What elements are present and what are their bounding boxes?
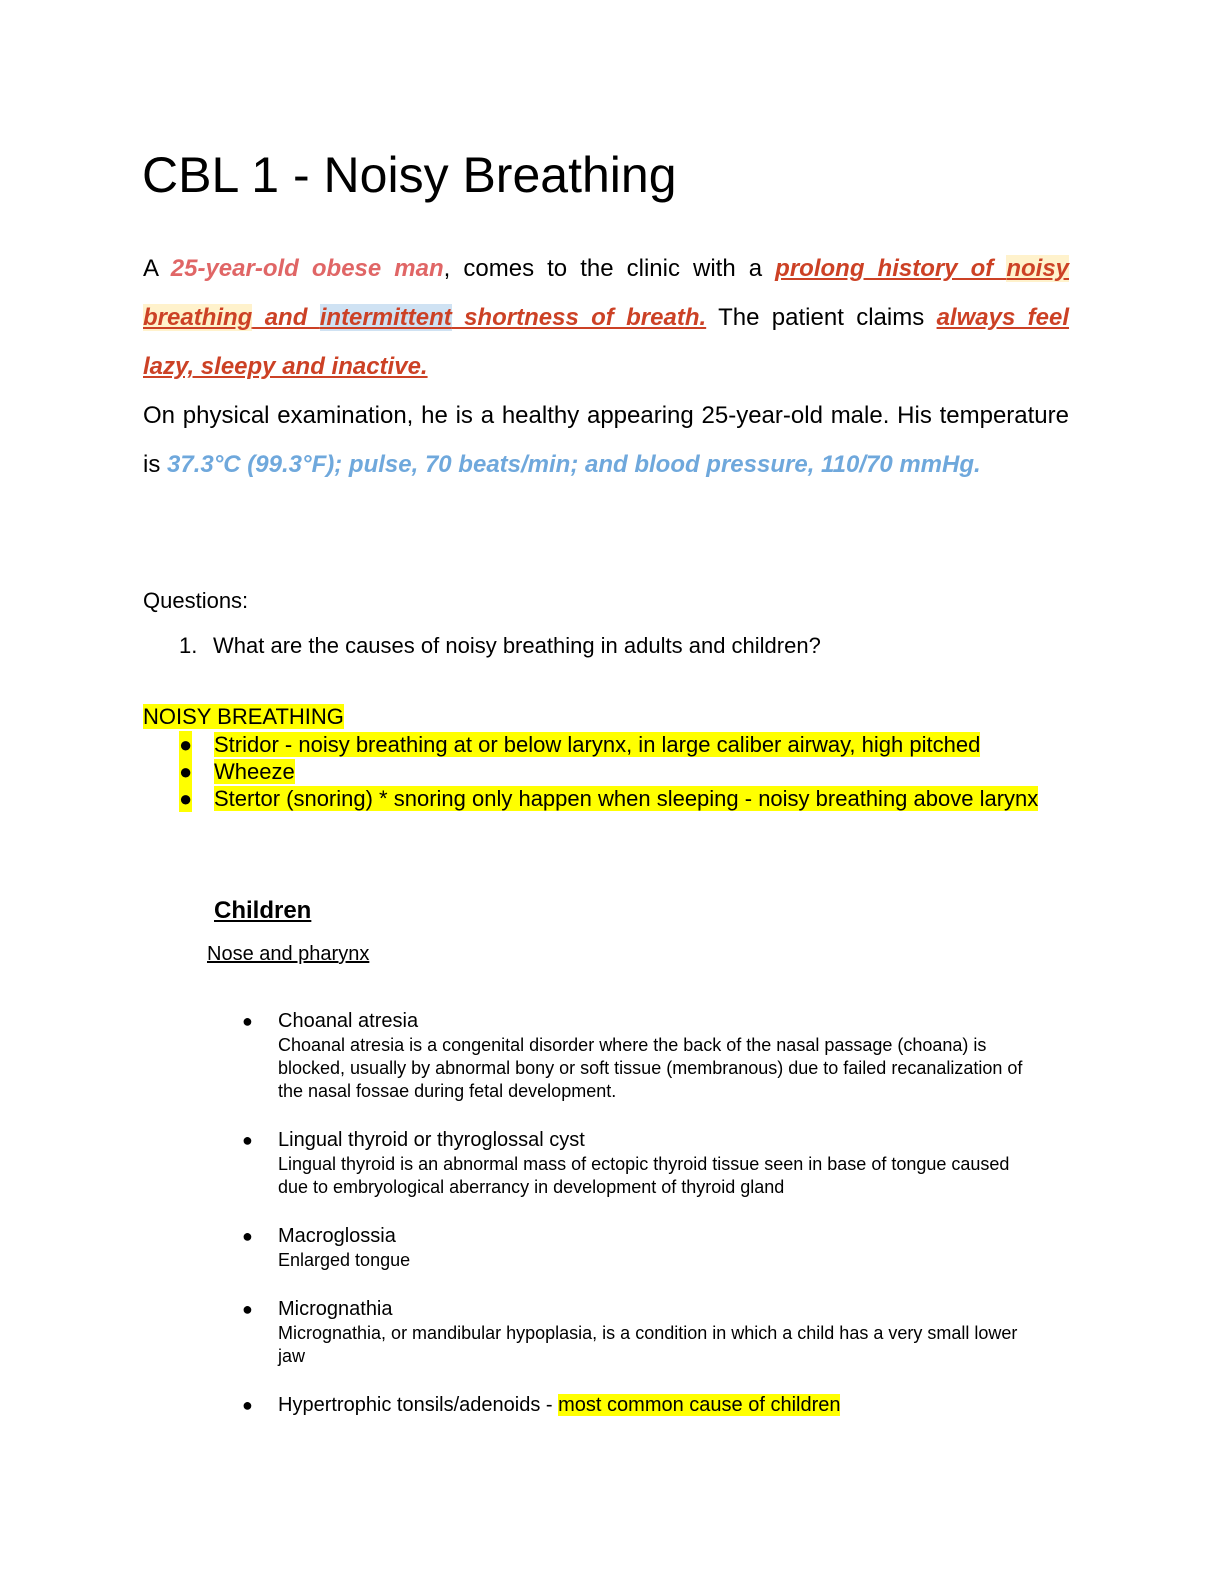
history-sob: shortness of breath. — [451, 304, 707, 331]
highlight-text: most common cause of children — [558, 1394, 841, 1416]
document-title: CBL 1 - Noisy Breathing — [142, 147, 677, 203]
history-noisy: noisy — [1006, 255, 1070, 282]
condition-item — [240, 1223, 1030, 1272]
case-space — [299, 255, 312, 282]
bullet-icon: ● — [242, 1226, 253, 1246]
list-item-text: Stridor - noisy breathing at or below larynx, in large caliber airway, high pitched — [214, 732, 981, 757]
condition-item — [240, 1296, 1030, 1368]
condition-description: Choanal atresia is a congenital disorder where the back of the nasal passage (choana) is blocked, usually by abnormal bony or soft tissue (membranous) due to failed recanalization of the nasal fossae during fetal development. — [278, 1035, 1023, 1101]
patient-age: 25-year-old — [170, 255, 299, 282]
list-item-text: Stertor (snoring) * snoring only happen when sleeping - noisy breathing above larynx — [214, 786, 1039, 811]
questions-label: Questions: — [143, 588, 249, 613]
conditions-list — [240, 1008, 1030, 1442]
history-intermittent: intermittent — [319, 304, 452, 331]
bullet-icon: ● — [242, 1299, 253, 1319]
case-mid: , comes to the clinic with a — [443, 255, 776, 282]
case-claims: The patient claims — [706, 304, 937, 331]
case-paragraph-1 — [143, 244, 1069, 391]
condition-name: Lingual thyroid or thyroglossal cyst — [278, 1129, 585, 1151]
children-heading: Children — [214, 897, 312, 924]
case-a: A — [143, 255, 171, 282]
bullet-icon: ● — [179, 732, 193, 757]
condition-item — [240, 1127, 1030, 1199]
question-item — [143, 631, 821, 661]
condition-description: Lingual thyroid is an abnormal mass of ectopic thyroid tissue seen in base of tongue caused due to embryological aberrancy in development of thyroid gland — [278, 1154, 1010, 1197]
bullet-icon: ● — [179, 759, 193, 784]
exam-text: On physical examination, he is a healthy appearing 25-year-old male. His temperature is — [143, 402, 1069, 478]
bullet-icon: ● — [179, 786, 193, 811]
list-item-text: Wheeze — [214, 759, 295, 784]
noisy-breathing-list — [143, 731, 1063, 812]
vital-signs: 37.3°C (99.3°F); pulse, 70 beats/min; and blood pressure, 110/70 mmHg. — [167, 451, 981, 478]
condition-name — [278, 1392, 1030, 1418]
history-and: and — [252, 304, 320, 331]
case-paragraph-2 — [143, 391, 1069, 489]
list-item — [143, 731, 1063, 758]
nose-pharynx-heading: Nose and pharynx — [207, 943, 370, 965]
noisy-breathing-heading-text: NOISY BREATHING — [143, 704, 344, 729]
condition-name: Macroglossia — [278, 1225, 396, 1247]
patient-description: obese man — [311, 255, 444, 282]
condition-item — [240, 1008, 1030, 1103]
history-breathing: breathing — [143, 304, 253, 331]
condition-name: Choanal atresia — [278, 1010, 419, 1032]
condition-description: Micrognathia, or mandibular hypoplasia, is a condition in which a child has a very small lower jaw — [278, 1323, 1018, 1366]
bullet-icon: ● — [242, 1130, 253, 1150]
bullet-icon: ● — [242, 1395, 253, 1415]
noisy-breathing-heading — [143, 703, 344, 730]
condition-description: Enlarged tongue — [278, 1250, 411, 1270]
history-1: prolong history of — [775, 255, 1007, 282]
list-item — [143, 758, 1063, 785]
questions-list — [143, 631, 821, 661]
condition-name-text: Hypertrophic tonsils/adenoids - — [278, 1394, 559, 1416]
question-number: 1. — [179, 633, 198, 658]
condition-name: Micrognathia — [278, 1298, 393, 1320]
condition-item — [240, 1392, 1030, 1418]
question-text: What are the causes of noisy breathing in adults and children? — [213, 633, 821, 658]
patient-symptoms: always feel lazy, sleepy and inactive. — [143, 304, 1070, 380]
bullet-icon: ● — [242, 1011, 253, 1031]
list-item — [143, 785, 1063, 812]
